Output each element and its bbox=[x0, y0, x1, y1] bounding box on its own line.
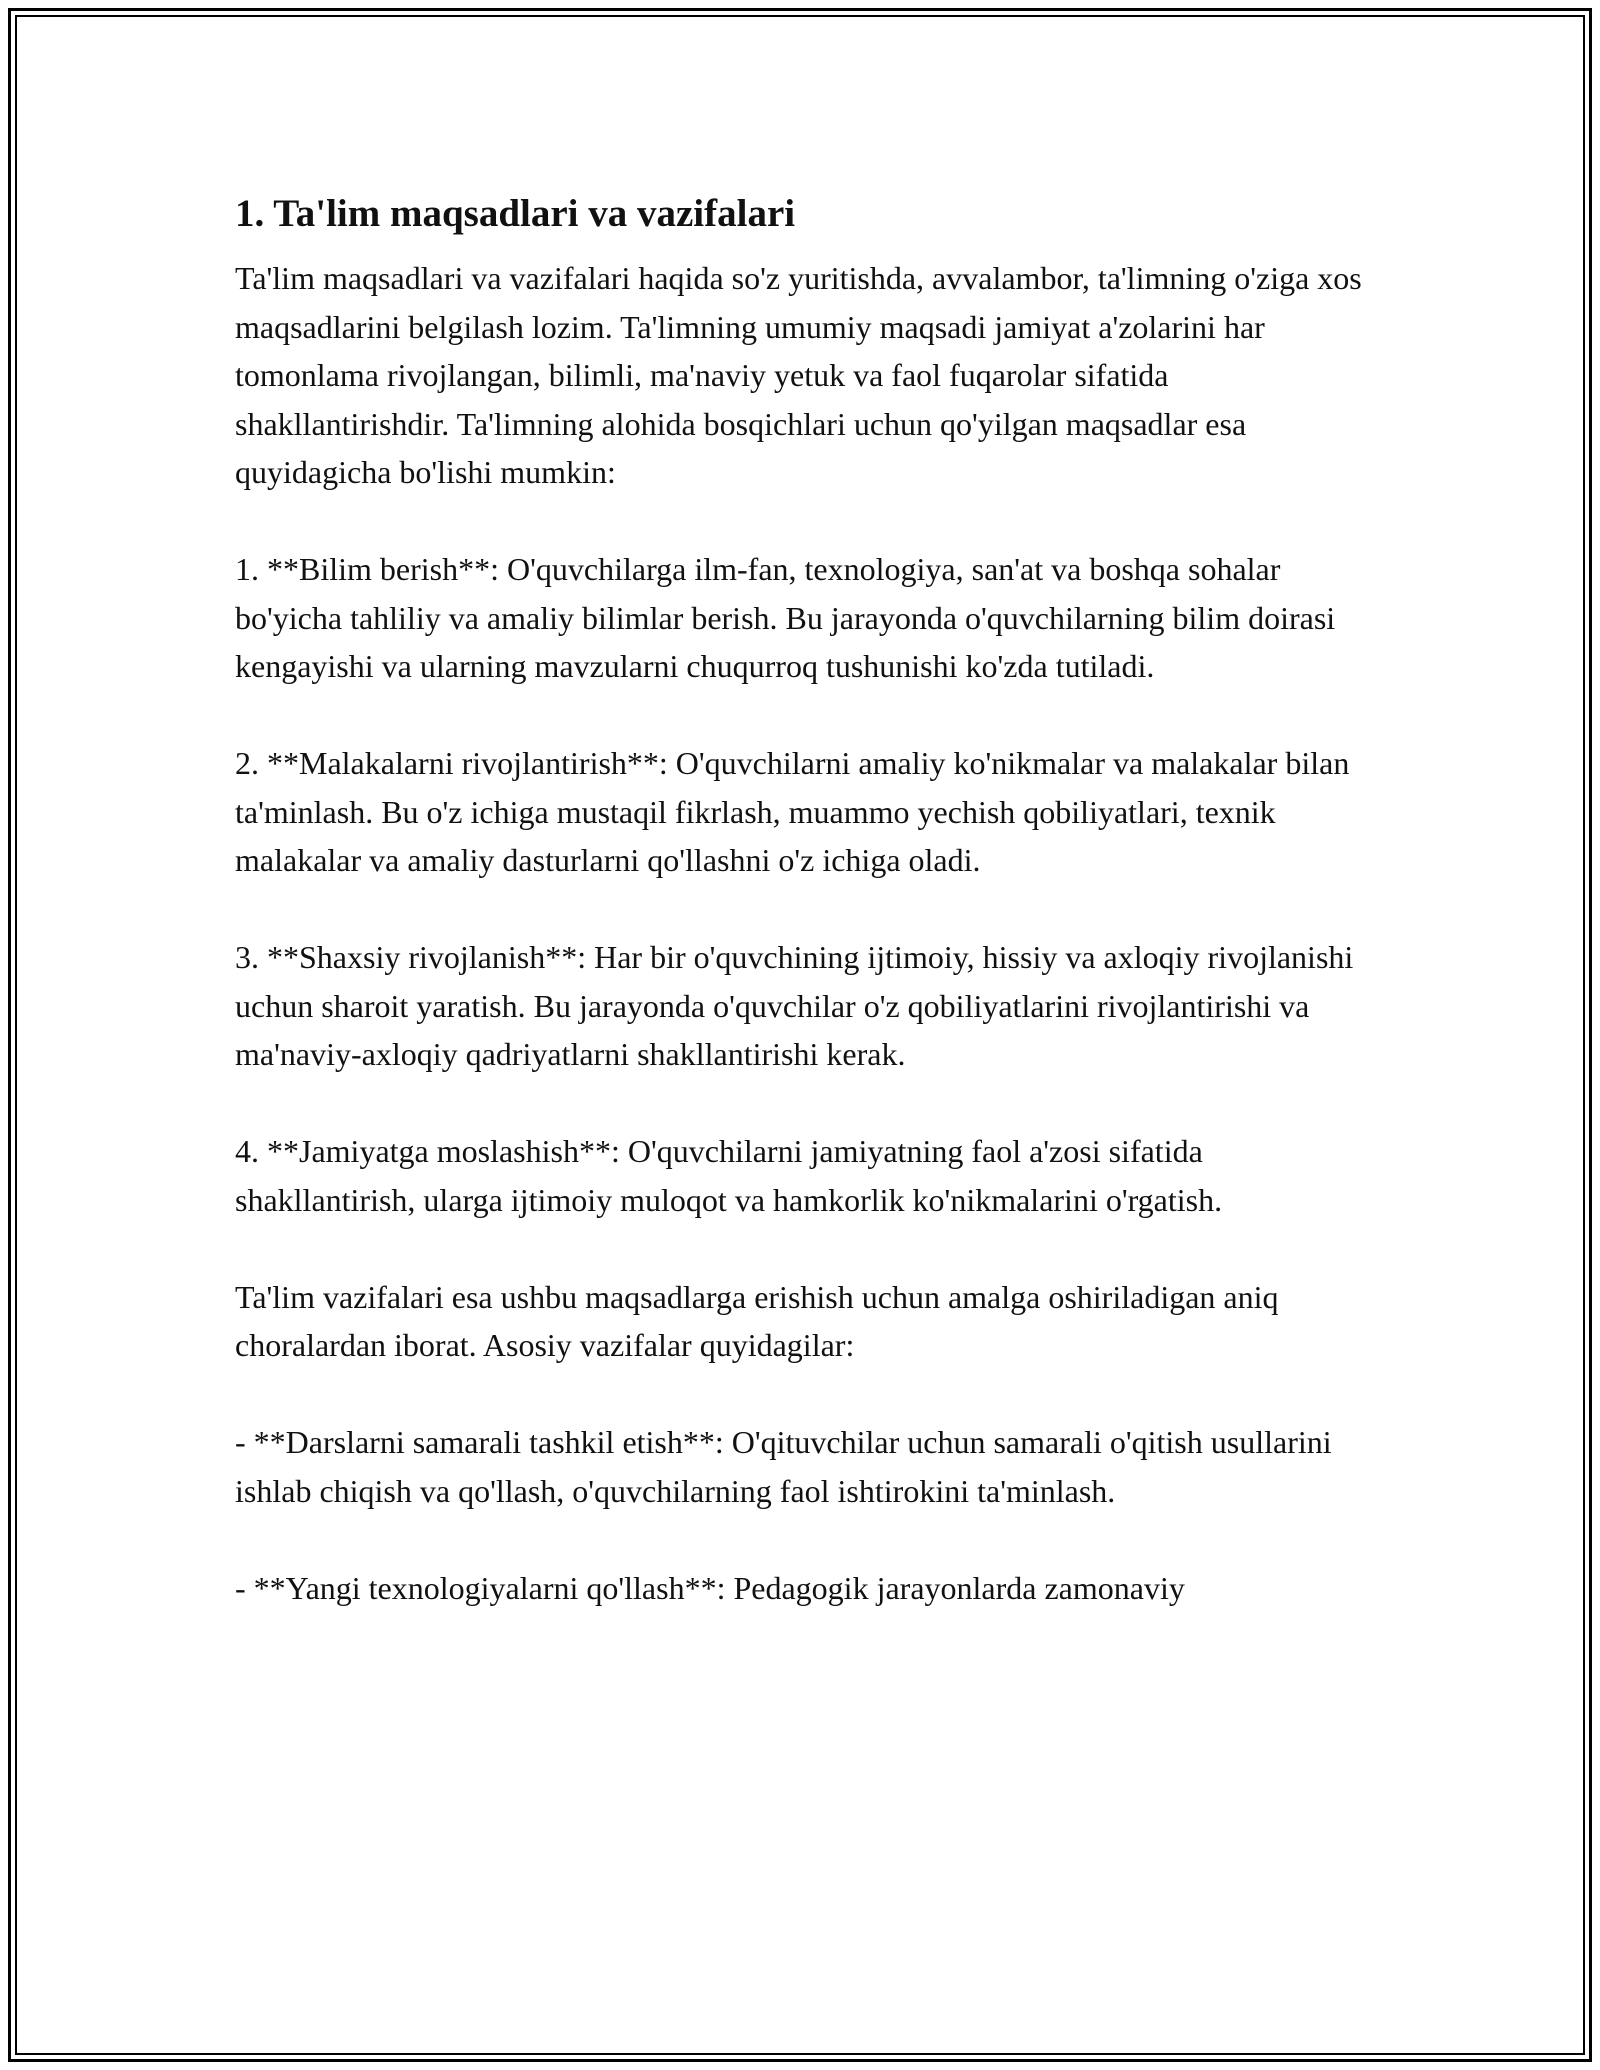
task-item-1: - **Darslarni samarali tashkil etish**: O'qituvchilar uchun samarali o'qitish usullarini ishlab chiqish va qo'llash, o'quvchilarning faol ishtirokini ta'minlash. bbox=[235, 1424, 1332, 1509]
intro-paragraph: Ta'lim maqsadlari va vazifalari haqida so'z yuritishda, avvalambor, ta'limning o'ziga xos maqsadlarini belgilash lozim. Ta'limning umumiy maqsadi jamiyat a'zolarini har tomonlama rivojlangan, bilimli, ma'naviy yetuk va faol fuqarolar sifatida shakllantirishdir. Ta'limning alohida bosqichlari uchun qo'yilgan maqsadlar esa quyidagicha bo'lishi mumkin: bbox=[235, 260, 1362, 490]
tasks-intro-paragraph: Ta'lim vazifalari esa ushbu maqsadlarga erishish uchun amalga oshiriladigan aniq choralardan iborat. Asosiy vazifalar quyidagilar: bbox=[235, 1278, 1279, 1363]
goal-item-4: 4. **Jamiyatga moslashish**: O'quvchilarni jamiyatning faol a'zosi sifatida shakllantirish, ularga ijtimoiy muloqot va hamkorlik ko'nikmalarini o'rgatish. bbox=[235, 1133, 1223, 1218]
document-body bbox=[235, 182, 1375, 1612]
goal-item-1: 1. **Bilim berish**: O'quvchilarga ilm-fan, texnologiya, san'at va boshqa sohalar bo'yicha tahliliy va amaliy bilimlar berish. Bu jarayonda o'quvchilarning bilim doirasi kengayishi va ularning mavzularni chuqurroq tushunishi ko'zda tutiladi. bbox=[235, 551, 1336, 684]
task-item-2: - **Yangi texnologiyalarni qo'llash**: Pedagogik jarayonlarda zamonaviy bbox=[235, 1569, 1185, 1606]
goal-item-2: 2. **Malakalarni rivojlantirish**: O'quvchilarni amaliy ko'nikmalar va malakalar bilan ta'minlash. Bu o'z ichiga mustaqil fikrlash, muammo yechish qobiliyatlari, texnik malakalar va amaliy dasturlarni qo'llashni o'z ichiga oladi. bbox=[235, 745, 1350, 878]
goal-item-3: 3. **Shaxsiy rivojlanish**: Har bir o'quvchining ijtimoiy, hissiy va axloqiy rivojlanishi uchun sharoit yaratish. Bu jarayonda o'quvchilar o'z qobiliyatlarini rivojlantirishi va ma'naviy-axloqiy qadriyatlarni shakllantirishi kerak. bbox=[235, 939, 1354, 1072]
section-heading: 1. Ta'lim maqsadlari va vazifalari bbox=[235, 192, 796, 235]
